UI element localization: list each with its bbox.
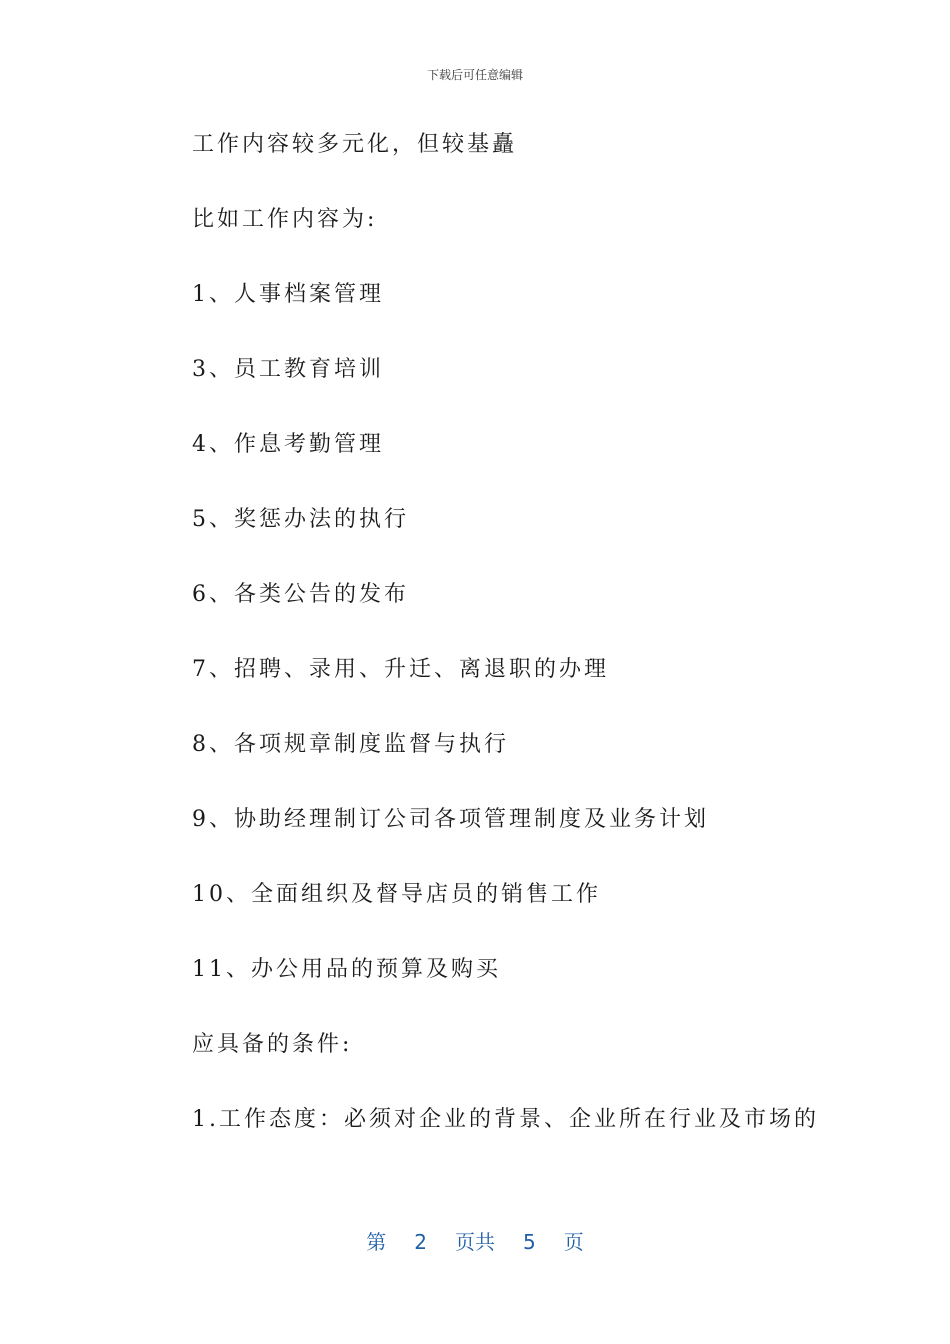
list-item: 10、全面组织及督导店员的销售工作 (192, 882, 601, 907)
list-item: 8、各项规章制度监督与执行 (192, 732, 509, 757)
paragraph: 比如工作内容为: (192, 207, 378, 232)
list-item: 9、协助经理制订公司各项管理制度及业务计划 (192, 807, 709, 832)
footer-middle: 页共 (455, 1230, 495, 1254)
list-item: 5、奖惩办法的执行 (192, 507, 409, 532)
list-item: 4、作息考勤管理 (192, 432, 384, 457)
document-body (192, 128, 832, 1178)
page-header: 下载后可任意编辑 (426, 68, 523, 82)
paragraph: 工作内容较多元化，但较基矗 (192, 132, 518, 157)
section-heading: 应具备的条件: (192, 1032, 353, 1057)
footer-prefix: 第 (366, 1230, 387, 1254)
list-item: 6、各类公告的发布 (192, 582, 409, 607)
list-item: 7、招聘、录用、升迁、离退职的办理 (192, 657, 609, 682)
list-item: 3、员工教育培训 (192, 357, 384, 382)
page-footer (0, 1226, 950, 1255)
footer-suffix: 页 (563, 1230, 584, 1254)
total-pages-number: 5 (523, 1230, 536, 1254)
list-item: 11、办公用品的预算及购买 (192, 957, 501, 982)
current-page-number: 2 (414, 1230, 427, 1254)
paragraph: 1.工作态度：必须对企业的背景、企业所在行业及市场的 (192, 1107, 819, 1132)
list-item: 1、人事档案管理 (192, 282, 384, 307)
